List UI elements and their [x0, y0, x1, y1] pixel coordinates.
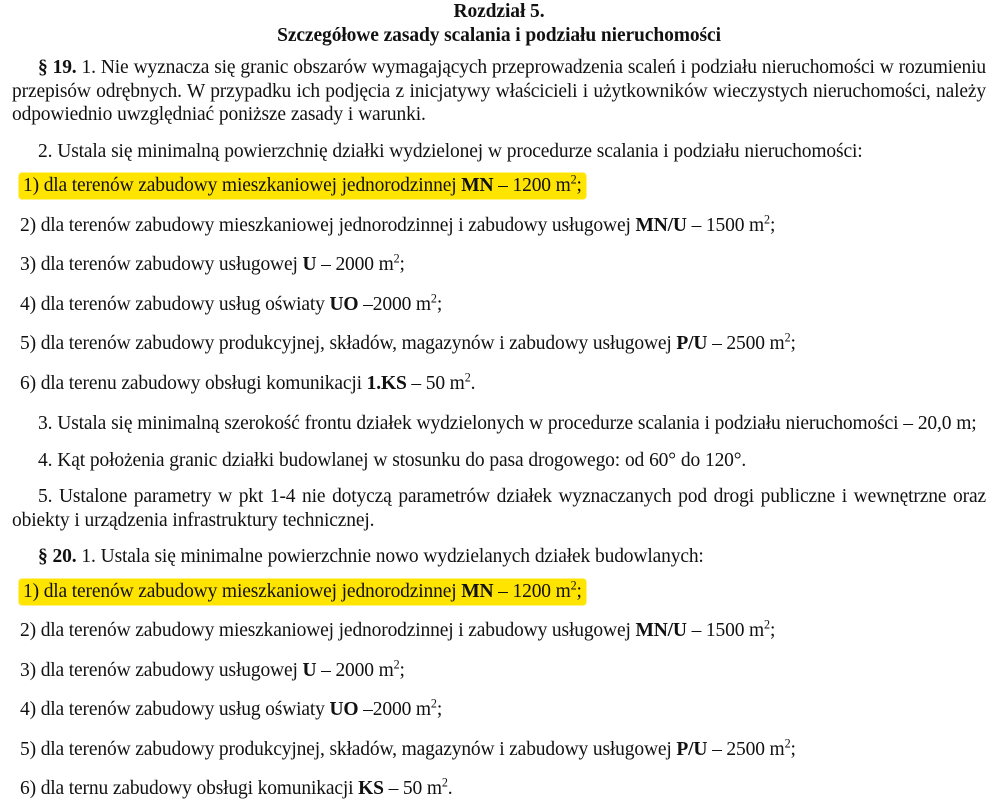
spacer: [12, 237, 986, 253]
superscript: 2: [393, 657, 400, 671]
list-item-description: dla terenów zabudowy usług oświaty: [40, 293, 330, 315]
list-item-marker: 3): [20, 659, 36, 681]
superscript: 2: [764, 212, 770, 226]
list-item-terminator: ;: [399, 659, 405, 681]
paragraph-19-4-text: Kąt położenia granic działki budowlanej w stosunku do pasa drogowego: od 60° do 120°.: [57, 449, 747, 471]
list-item-symbol: U: [302, 254, 317, 275]
list-item-symbol: U: [302, 659, 317, 681]
list-item-value: – 1500 m: [686, 620, 765, 641]
list-item-description: dla terenów zabudowy usługowej: [40, 254, 303, 275]
list-item: [12, 253, 986, 277]
list-item-marker: 2): [20, 620, 36, 641]
section-title-heading: Szczegółowe zasady scalania i podziału nieruchomości: [277, 25, 721, 46]
list-item-marker: 5): [20, 738, 36, 760]
list-item-marker: 4): [20, 699, 36, 720]
spacer: [12, 395, 986, 412]
spacer: [12, 761, 986, 777]
list-item-terminator: ;: [790, 333, 796, 354]
list-item-terminator: ;: [399, 254, 405, 275]
spacer: [12, 163, 986, 174]
list-item: [12, 698, 986, 722]
list-item-value: – 2000 m: [316, 659, 394, 681]
list-item-description: dla terenu zabudowy obsługi komunikacji: [40, 372, 367, 394]
list-item-marker: 5): [20, 333, 36, 354]
paragraph-19-3: [12, 412, 986, 436]
list-item: [12, 293, 986, 317]
list-item-marker: 4): [20, 293, 36, 315]
list-item-description: dla terenów zabudowy usługowej: [40, 659, 303, 681]
list-item-terminator: ;: [769, 620, 776, 641]
paragraph-19-5-text: Ustalone parametry w pkt 1-4 nie dotyczą parametrów działek wyznaczanych pod drogi publiczne i wewnętrzne oraz obiekty i urządzenia infrastruktury technicznej.: [12, 486, 986, 531]
paragraph-19-3-text: Ustala się minimalną szerokość frontu działek wydzielonych w procedurze scalania i podziału nieruchomości – 20,0 m;: [57, 413, 977, 434]
paragraph-19-5: [12, 485, 986, 532]
list-item-marker: 3): [20, 254, 36, 275]
list-item-terminator: .: [447, 778, 453, 799]
paragraph-20-marker: § 20.: [38, 546, 77, 567]
paragraph-19-5-number: 5.: [38, 486, 53, 507]
spacer: [12, 316, 986, 332]
list-item-terminator: ;: [576, 175, 582, 196]
superscript: 2: [784, 330, 791, 345]
list-item: [12, 332, 986, 356]
list-item: [12, 619, 986, 643]
list-item-value: –2000 m: [358, 699, 431, 720]
list-item-symbol: UO: [329, 699, 359, 720]
list-item-symbol: KS: [358, 778, 384, 799]
spacer: [12, 722, 986, 738]
paragraph-19-1-number: 1.: [81, 57, 96, 78]
list-item-value: – 50 m: [406, 372, 465, 394]
list-item-terminator: ;: [436, 293, 443, 315]
superscript: 2: [784, 736, 791, 750]
paragraph-19-4: [12, 449, 986, 473]
paragraph-19-2-number: 2.: [38, 140, 53, 162]
chapter-heading: Rozdział 5.: [453, 1, 545, 22]
list-item-value: – 1500 m: [686, 214, 765, 236]
list-item: [12, 659, 986, 683]
list-item-symbol: P/U: [676, 738, 708, 760]
paragraph-19-1-text: Nie wyznacza się granic obszarów wymagających przeprowadzenia scaleń i podziału nieruchomości w rozumieniu przepisów odrębnych. W przypadku ich podjęcia z inicjatywy właścicieli i użytkowników wieczystych nieruchomości, należy odpowiednio uwzględniać poniższe zasady i warunki.: [12, 57, 986, 125]
list-item-description: dla terenów zabudowy mieszkaniowej jednorodzinnej: [43, 580, 462, 602]
spacer: [12, 603, 986, 619]
document-body: [0, 56, 998, 801]
list-item-value: – 2500 m: [707, 738, 785, 760]
spacer: [12, 356, 986, 372]
list-item-description: dla terenów zabudowy mieszkaniowej jednorodzinnej: [43, 175, 462, 196]
list-item-terminator: ;: [576, 580, 582, 602]
superscript: 2: [441, 775, 448, 790]
spacer: [12, 682, 986, 698]
paragraph-19-4-number: 4.: [38, 449, 53, 471]
list-item: [12, 372, 986, 396]
spacer: [12, 198, 986, 214]
list-item-marker: 6): [20, 372, 36, 394]
superscript: 2: [393, 251, 400, 266]
list-item-value: – 1200 m: [493, 580, 571, 602]
spacer: [12, 643, 986, 659]
list-item: [12, 738, 986, 762]
list-item-terminator: .: [470, 372, 476, 394]
list-item-terminator: ;: [790, 738, 796, 760]
list-item: [12, 214, 986, 238]
spacer: [12, 127, 986, 140]
paragraph-19-3-number: 3.: [38, 413, 53, 434]
list-item-marker: 1): [23, 175, 39, 196]
spacer: [12, 436, 986, 449]
paragraph-20-1: [12, 545, 986, 569]
superscript: 2: [464, 370, 471, 384]
list-item-description: dla terenów zabudowy produkcyjnej, składów, magazynów i zabudowy usługowej: [40, 333, 677, 354]
list-item-symbol: UO: [329, 293, 359, 315]
paragraph-19-marker: § 19.: [38, 57, 77, 78]
list-item-description: dla ternu zabudowy obsługi komunikacji: [40, 778, 359, 799]
list-item-value: – 50 m: [383, 778, 442, 799]
list-item-terminator: ;: [769, 214, 776, 236]
paragraph-20-1-number: 1.: [81, 546, 96, 567]
spacer: [12, 532, 986, 545]
superscript: 2: [570, 578, 577, 592]
list-item-description: dla terenów zabudowy produkcyjnej, składów, magazynów i zabudowy usługowej: [40, 738, 677, 760]
list-item-symbol: P/U: [676, 333, 708, 354]
spacer: [0, 47, 998, 56]
list-item-terminator: ;: [436, 699, 443, 720]
spacer: [12, 472, 986, 485]
superscript: 2: [764, 617, 770, 632]
superscript: 2: [430, 291, 437, 305]
paragraph-19-1: [12, 56, 986, 127]
highlighted-span: [20, 174, 585, 198]
spacer: [12, 569, 986, 580]
list-item-symbol: MN: [461, 580, 494, 602]
spacer: [12, 277, 986, 293]
list-item-symbol: 1.KS: [366, 372, 407, 394]
list-item-marker: 1): [23, 580, 39, 602]
list-item-value: – 1200 m: [493, 175, 571, 196]
paragraph-19-2: [12, 140, 986, 164]
list-item-symbol: MN/U: [635, 620, 687, 641]
list-item-symbol: MN: [461, 175, 494, 196]
list-item-description: dla terenów zabudowy mieszkaniowej jednorodzinnej i zabudowy usługowej: [40, 620, 636, 641]
list-item-symbol: MN/U: [635, 214, 687, 236]
paragraph-20-1-text: Ustala się minimalne powierzchnie nowo wydzielanych działek budowlanych:: [100, 546, 704, 567]
superscript: 2: [570, 172, 577, 187]
list-item-value: – 2000 m: [316, 254, 394, 275]
highlighted-span: [20, 580, 585, 604]
list-item-marker: 6): [20, 778, 36, 799]
list-item-description: dla terenów zabudowy mieszkaniowej jednorodzinnej i zabudowy usługowej: [40, 214, 636, 236]
list-item-description: dla terenów zabudowy usług oświaty: [40, 699, 330, 720]
list-item-value: – 2500 m: [707, 333, 785, 354]
list-item: [12, 174, 986, 198]
list-item-value: –2000 m: [358, 293, 431, 315]
paragraph-19-2-text: Ustala się minimalną powierzchnię działki wydzielonej w procedurze scalania i podziału nieruchomości:: [57, 140, 863, 162]
list-item-marker: 2): [20, 214, 36, 236]
superscript: 2: [430, 696, 437, 711]
list-item: [12, 777, 986, 801]
list-item: [12, 580, 986, 604]
